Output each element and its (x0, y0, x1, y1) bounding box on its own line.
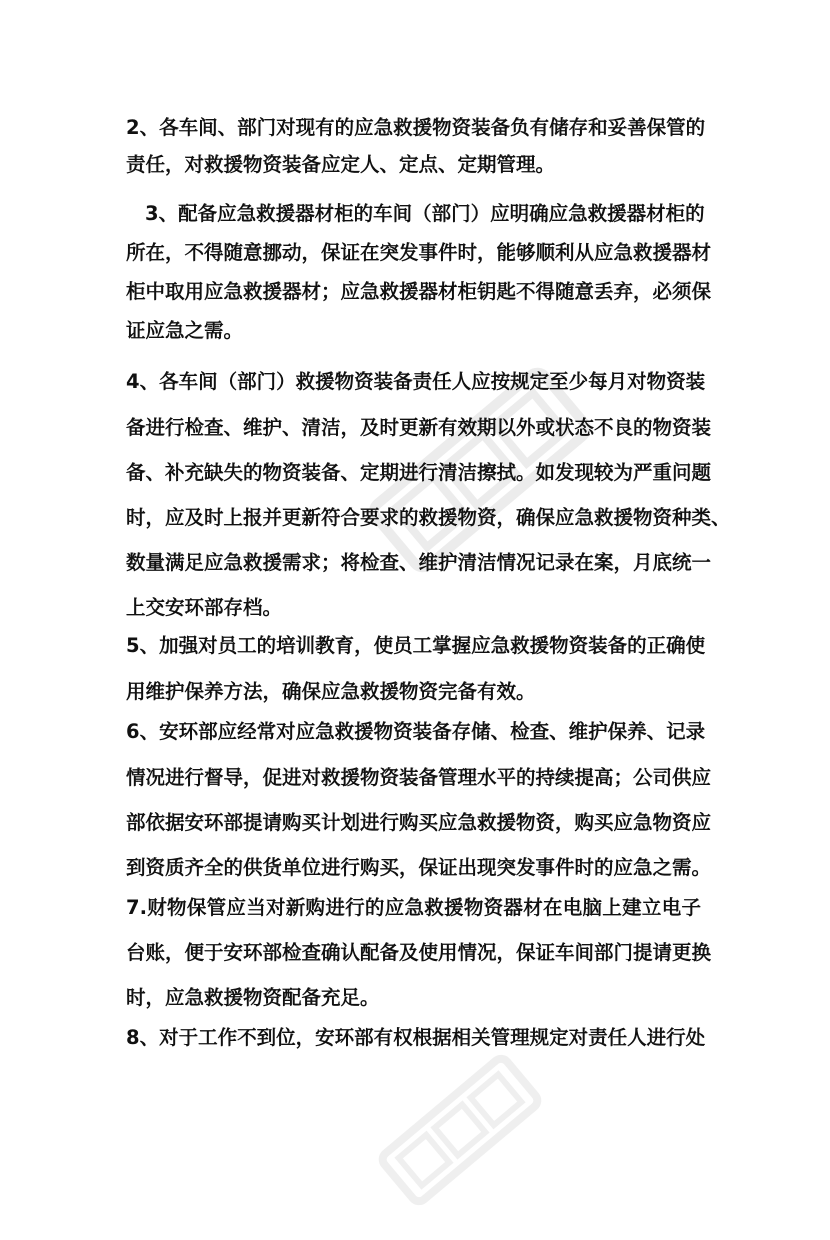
text-line: 7.财物保管应当对新购进行的应急救援物资器材在电脑上建立电子 (126, 896, 701, 919)
text-line: 证应急之需。 (126, 319, 244, 342)
text-line: 备、补充缺失的物资装备、定期进行清洁擦拭。如发现较为严重问题 (126, 461, 712, 484)
text-line: 柜中取用应急救援器材；应急救援器材柜钥匙不得随意丢弃，必须保 (126, 280, 712, 303)
text-line: 3、配备应急救援器材柜的车间（部门）应明确应急救援器材柜的 (145, 202, 705, 225)
text-line: 上交安环部存档。 (126, 596, 283, 619)
text-line: 数量满足应急救援需求；将检查、维护清洁情况记录在案，月底统一 (126, 551, 712, 574)
text-line: 到资质齐全的供货单位进行购买，保证出现突发事件时的应急之需。 (126, 856, 712, 879)
watermark-logo-bottom (345, 1020, 575, 1240)
text-line: 备进行检查、维护、清洁，及时更新有效期以外或状态不良的物资装 (126, 416, 712, 439)
text-line: 6、安环部应经常对应急救援物资装备存储、检查、维护保养、记录 (126, 720, 706, 743)
text-line: 所在，不得随意挪动，保证在突发事件时，能够顺利从应急救援器材 (126, 241, 712, 264)
text-line: 8、对于工作不到位，安环部有权根据相关管理规定对责任人进行处 (126, 1026, 706, 1049)
text-line: 2、各车间、部门对现有的应急救援物资装备负有储存和妥善保管的 (126, 116, 706, 139)
text-line: 用维护保养方法，确保应急救援物资完备有效。 (126, 680, 536, 703)
text-line: 部依据安环部提请购买计划进行购买应急救援物资，购买应急物资应 (126, 811, 712, 834)
text-line: 时，应急救援物资配备充足。 (126, 986, 380, 1009)
text-line: 5、加强对员工的培训教育，使员工掌握应急救援物资装备的正确使 (126, 634, 706, 657)
text-line: 4、各车间（部门）救援物资装备责任人应按规定至少每月对物资装 (126, 370, 706, 393)
text-line: 责任，对救援物资装备应定人、定点、定期管理。 (126, 153, 556, 176)
text-line: 情况进行督导，促进对救援物资装备管理水平的持续提高；公司供应 (126, 766, 712, 789)
text-line: 台账，便于安环部检查确认配备及使用情况，保证车间部门提请更换 (126, 941, 712, 964)
text-line: 时，应及时上报并更新符合要求的救援物资，确保应急救援物资种类、 (126, 506, 731, 529)
